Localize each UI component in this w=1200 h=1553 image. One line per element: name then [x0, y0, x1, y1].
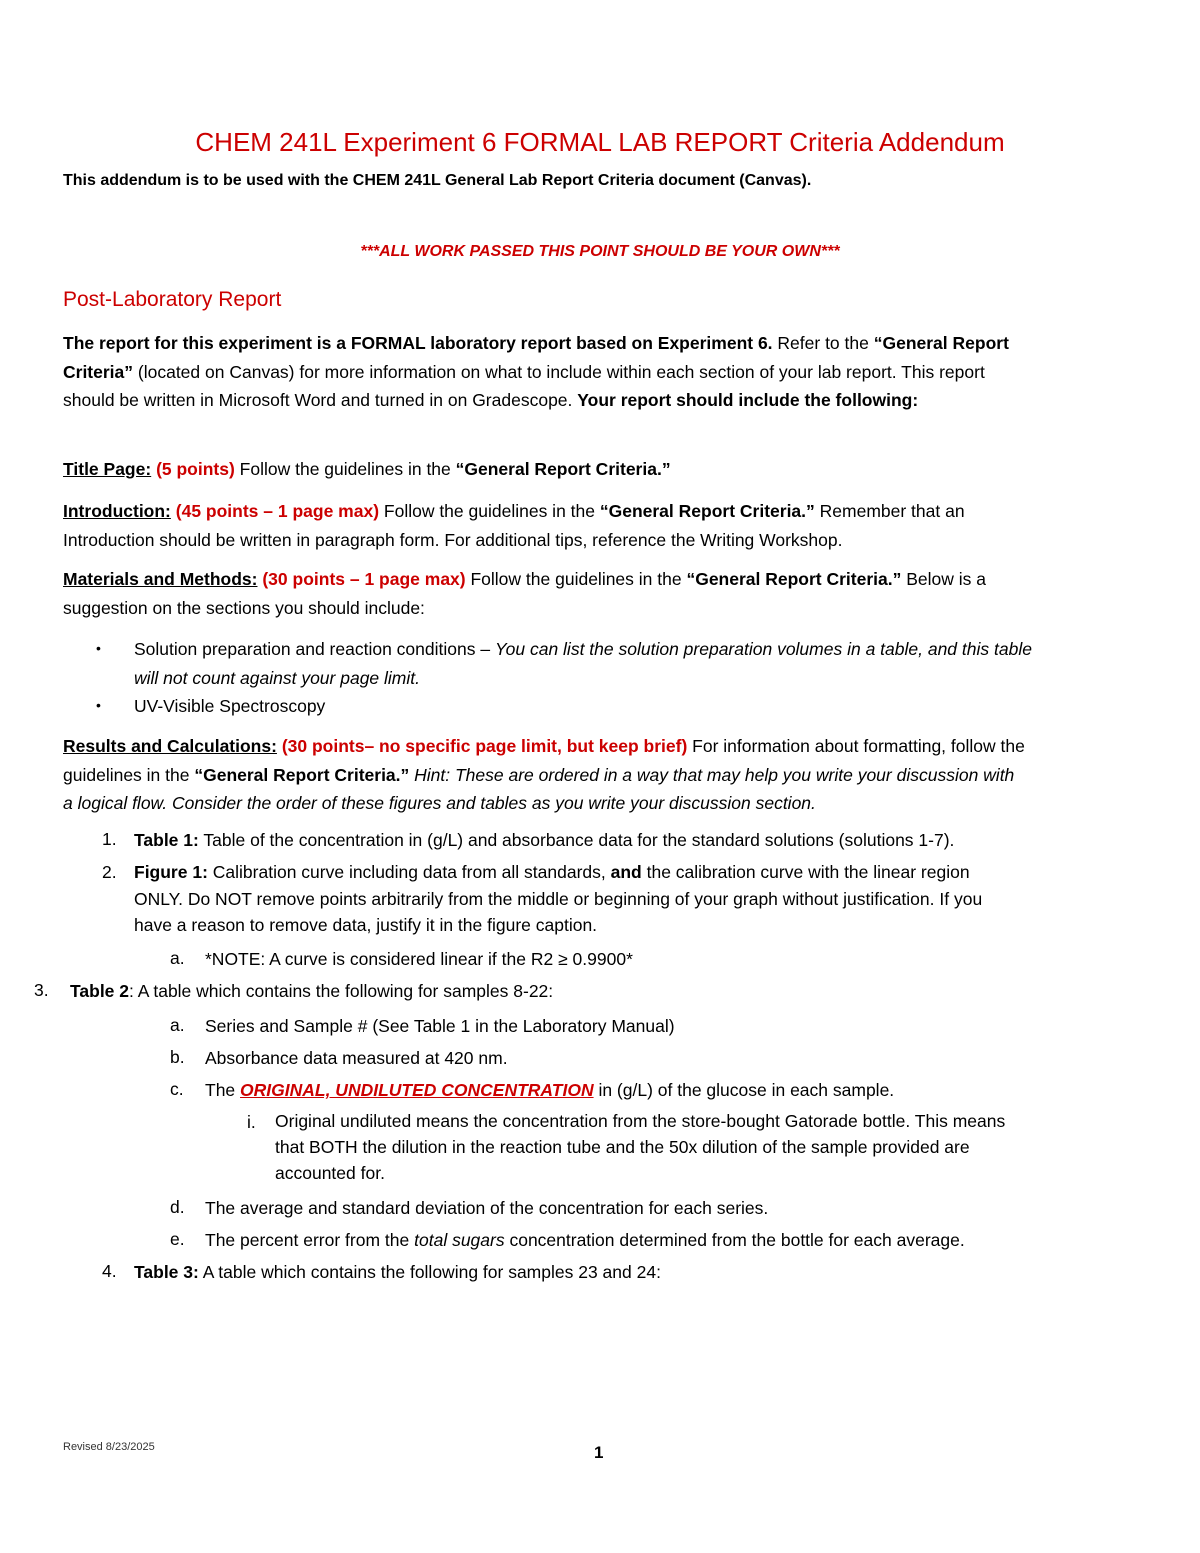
undiluted-line-3: accounted for. [275, 1163, 385, 1183]
sub-item-percent-error [205, 1226, 965, 1255]
section-heading: Post-Laboratory Report [63, 288, 282, 311]
materials-bullet-2: UV-Visible Spectroscopy [134, 696, 326, 716]
title-page-item [63, 455, 671, 484]
addendum-note: This addendum is to be used with the CHEM 241L General Lab Report Criteria document (Canvas). [63, 172, 812, 189]
table-3-label: Table 3: [134, 1262, 199, 1282]
materials-label: Materials and Methods: [63, 569, 258, 589]
document-title: CHEM 241L Experiment 6 FORMAL LAB REPORT Criteria Addendum [195, 127, 1005, 157]
undiluted-line-1: Original undiluted means the concentration from the store-bought Gatorade bottle. This means [275, 1111, 1006, 1131]
bullet-1-text: Solution preparation and reaction conditions – [134, 639, 495, 659]
intro-text-3: should be written in Microsoft Word and turned in on Gradescope. [63, 390, 578, 410]
results-text: For information about formatting, follow the [687, 736, 1025, 756]
sub-item-average: The average and standard deviation of the concentration for each series. [205, 1198, 769, 1218]
table-2-label: Table 2 [70, 981, 130, 1001]
figure-1-text-2: the calibration curve with the linear region [641, 862, 970, 882]
linearity-note: *NOTE: A curve is considered linear if the R2 ≥ 0.9900* [205, 949, 633, 969]
materials-text: Follow the guidelines in the [465, 569, 687, 589]
title-page-text: Follow the guidelines in the [234, 459, 456, 479]
materials-line-2: suggestion on the sections you should include: [63, 597, 425, 618]
figure-1-and: and [610, 862, 642, 882]
intro-paragraph [63, 329, 1009, 415]
sub-list-letter: e. [170, 1229, 185, 1249]
concentration-text: The [205, 1080, 241, 1100]
materials-bullet-1 [134, 635, 1032, 692]
percent-error-italic: total sugars [414, 1230, 505, 1250]
results-hint-2: a logical flow. Consider the order of these figures and tables as you write your discussion section. [63, 793, 816, 813]
list-item-table-1 [134, 826, 954, 855]
sub-list-letter: a. [170, 1015, 185, 1035]
concentration-emphasis: ORIGINAL, UNDILUTED CONCENTRATION [240, 1080, 594, 1100]
introduction-item [63, 497, 965, 554]
introduction-line-2: Introduction should be written in paragraph form. For additional tips, reference the Writing Workshop. [63, 529, 843, 550]
title-page-label: Title Page: [63, 459, 152, 479]
introduction-text-2: Remember that an [814, 501, 965, 521]
list-number: 2. [102, 862, 117, 882]
figure-1-line-3: have a reason to remove data, justify it in the figure caption. [134, 915, 598, 935]
materials-points: (30 points – 1 page max) [262, 569, 466, 589]
results-label: Results and Calculations: [63, 736, 277, 756]
sub-list-letter: b. [170, 1047, 185, 1067]
warning-banner: ***ALL WORK PASSED THIS POINT SHOULD BE YOUR OWN*** [360, 243, 840, 260]
figure-1-label: Figure 1: [134, 862, 208, 882]
results-criteria: “General Report Criteria.” [194, 764, 410, 785]
materials-item [63, 565, 986, 622]
list-item-table-3 [134, 1258, 661, 1287]
results-hint: Hint: These are ordered in a way that may help you write your discussion with [409, 764, 1015, 785]
intro-include-note: Your report should include the following: [577, 390, 919, 410]
bullet-1-italic-2: will not count against your page limit. [134, 667, 420, 688]
results-item [63, 732, 1025, 818]
figure-1-line-2: ONLY. Do NOT remove points arbitrarily from the middle or beginning of your graph without justification. If you [134, 888, 983, 909]
title-page-points: (5 points) [156, 459, 235, 479]
list-number: 4. [102, 1261, 117, 1281]
undiluted-explanation [275, 1108, 1005, 1186]
concentration-text-2: in (g/L) of the glucose in each sample. [593, 1080, 895, 1100]
sub-list-letter: d. [170, 1197, 185, 1217]
results-line-2: guidelines in the [63, 764, 195, 785]
list-number: 1. [102, 829, 117, 849]
list-item-table-2 [70, 977, 553, 1006]
sub-item-absorbance: Absorbance data measured at 420 nm. [205, 1048, 508, 1068]
table-2-text: : A table which contains the following for samples 8-22: [129, 981, 554, 1001]
percent-error-text: The percent error from the [205, 1230, 415, 1250]
intro-text-2: (located on Canvas) for more information on what to include within each section of your lab report. This report [133, 361, 985, 382]
bullet-1-italic: You can list the solution preparation volumes in a table, and this table [494, 639, 1032, 659]
results-points: (30 points– no specific page limit, but keep brief) [281, 736, 688, 756]
introduction-text: Follow the guidelines in the [379, 501, 600, 521]
intro-criteria-end: Criteria” [63, 361, 134, 382]
table-1-text: Table of the concentration in (g/L) and absorbance data for the standard solutions (solutions 1-7). [198, 830, 955, 850]
introduction-label: Introduction: [63, 501, 171, 521]
bullet-marker: • [96, 640, 101, 656]
figure-1-text: Calibration curve including data from all standards, [207, 862, 611, 882]
introduction-criteria: “General Report Criteria.” [599, 501, 815, 521]
page-number: 1 [594, 1443, 604, 1462]
list-number: 3. [34, 980, 49, 1000]
list-item-figure-1 [134, 859, 982, 939]
intro-criteria: “General Report [873, 333, 1009, 353]
table-3-text: A table which contains the following for samples 23 and 24: [198, 1262, 661, 1282]
undiluted-line-2: that BOTH the dilution in the reaction tube and the 50x dilution of the sample provided are [275, 1137, 970, 1157]
revision-date: Revised 8/23/2025 [63, 1441, 155, 1453]
title-page-criteria: “General Report Criteria.” [455, 459, 671, 479]
intro-bold-text: The report for this experiment is a FORMAL laboratory report based on Experiment 6. [63, 333, 773, 353]
materials-text-2: Below is a [901, 569, 986, 589]
materials-criteria: “General Report Criteria.” [686, 569, 902, 589]
bullet-marker: • [96, 697, 101, 713]
percent-error-text-2: concentration determined from the bottle for each average. [504, 1230, 965, 1250]
intro-text: Refer to the [772, 333, 874, 353]
introduction-points: (45 points – 1 page max) [175, 501, 380, 521]
sub-item-concentration [205, 1076, 894, 1105]
sub-sub-list-numeral: i. [247, 1112, 256, 1132]
sub-item-series: Series and Sample # (See Table 1 in the Laboratory Manual) [205, 1016, 675, 1036]
table-1-label: Table 1: [134, 830, 199, 850]
sub-list-letter: a. [170, 948, 185, 968]
sub-list-letter: c. [170, 1079, 184, 1099]
